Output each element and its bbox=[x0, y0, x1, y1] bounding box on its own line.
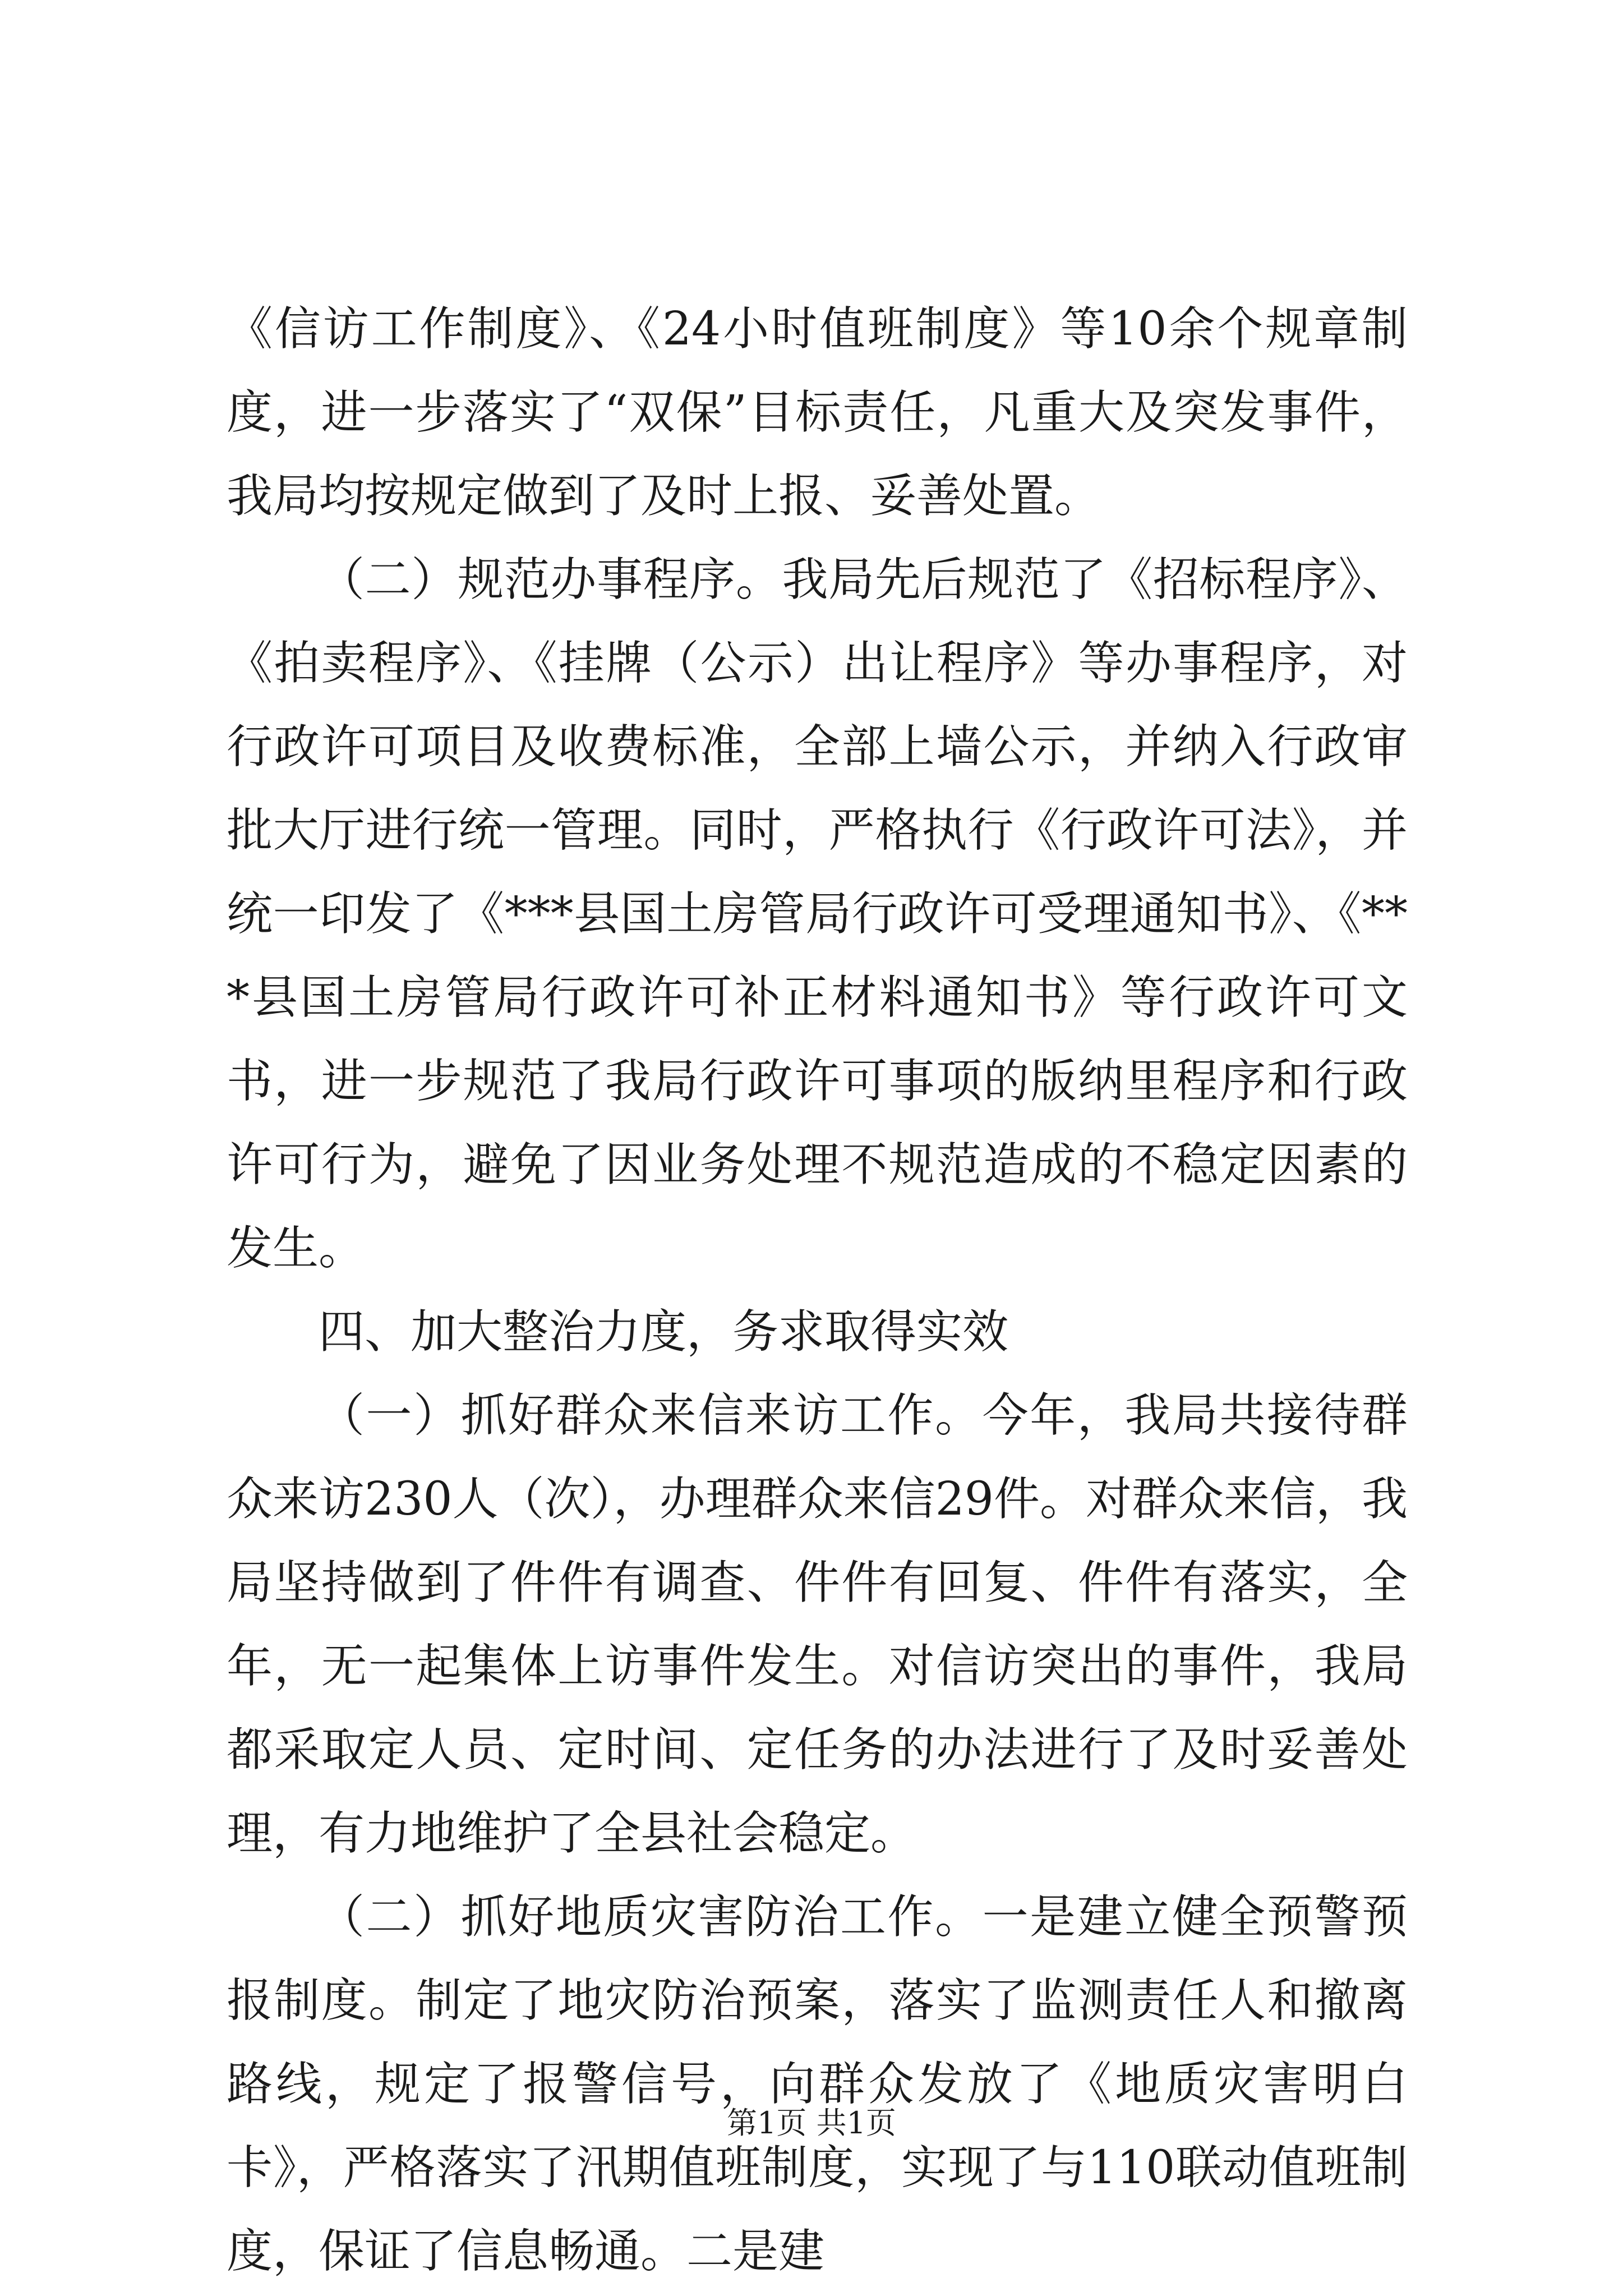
section-heading-four: 四、加大整治力度，务求取得实效 bbox=[319, 1305, 1009, 1359]
page-footer: 第1页 共1页 bbox=[727, 2105, 896, 2141]
document-body bbox=[227, 287, 1408, 2293]
paragraph-standardize-procedures: （二）规范办事程序。我局先后规范了《招标程序》、《拍卖程序》、《挂牌（公示）出让程序》等办事程序，对行政许可项目及收费标准，全部上墙公示，并纳入行政审批大厅进行统一管理。同时，严格执行《行政许可法》，并统一印发了《***县国土房管局行政许可受理通知书》、《***县国土房管局行政许可补正材料通知书》等行政许可文书，进一步规范了我局行政许可事项的版纳里程序和行政许可行为，避免了因业务处理不规范造成的不稳定因素的发生。 bbox=[227, 553, 1408, 1275]
paragraph-geological-disaster: （二）抓好地质灾害防治工作。一是建立健全预警预报制度。制定了地灾防治预案，落实了监测责任人和撤离路线，规定了报警信号，向群众发放了《地质灾害明白卡》，严格落实了汛期值班制度，实现了与110联动值班制度，保证了信息畅通。二是建 bbox=[227, 1890, 1408, 2278]
paragraph-regulations-continuation: 《信访工作制度》、《24小时值班制度》等10余个规章制度，进一步落实了“双保”目标责任，凡重大及突发事件，我局均按规定做到了及时上报、妥善处置。 bbox=[227, 302, 1408, 523]
paragraph-petition-work: （一）抓好群众来信来访工作。今年，我局共接待群众来访230人（次），办理群众来信29件。对群众来信，我局坚持做到了件件有调查、件件有回复、件件有落实，全年，无一起集体上访事件发生。对信访突出的事件，我局都采取定人员、定时间、定任务的办法进行了及时妥善处理，有力地维护了全县社会稳定。 bbox=[227, 1389, 1408, 1860]
